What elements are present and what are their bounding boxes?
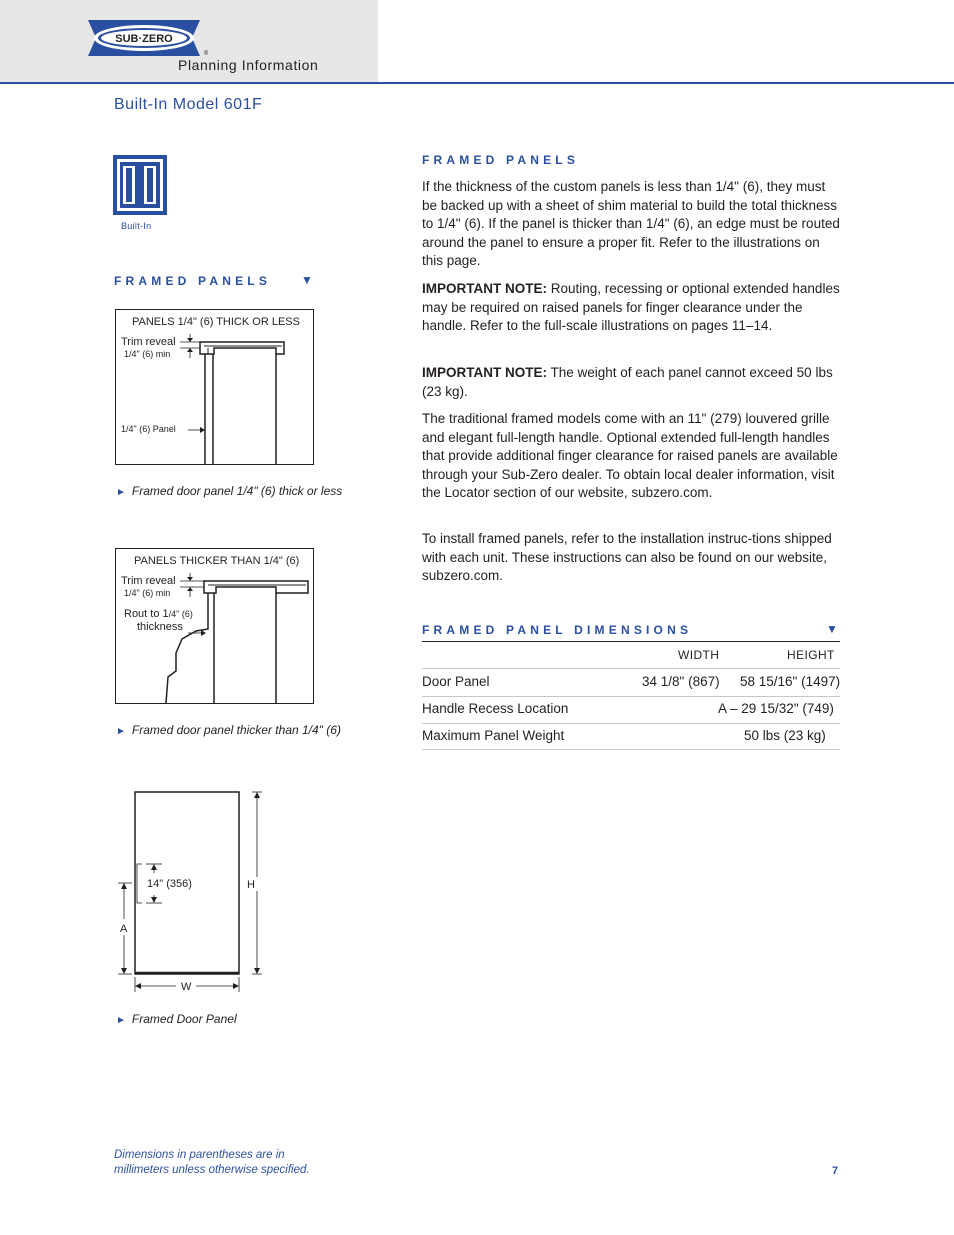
diagram2-trim-min: 1/4" (6) min <box>124 588 171 598</box>
page-number: 7 <box>832 1165 839 1177</box>
paragraph-handles: The traditional framed models come with an 11" (279) louvered grille and elegant full-length handle. Optional extended full-length handles that provide additional finger clearance for raised panels are available through your Sub-Zero dealer. To obtain local dealer information, visit the Locator section of our website, subzero.com. <box>422 411 838 501</box>
row-height-value: A – 29 15/32" (749) <box>718 701 834 716</box>
row-label: Door Panel <box>422 674 490 689</box>
sub-zero-logo <box>82 18 212 58</box>
paragraph-important-note-2: IMPORTANT NOTE: The weight of each panel cannot exceed 50 lbs (23 kg). <box>422 365 833 399</box>
diagram-door-dimensions <box>110 785 270 1000</box>
paragraph-install: To install framed panels, refer to the installation instruc-tions shipped with each unit. These instructions can also be found on our website, subzero.com. <box>422 531 832 584</box>
built-in-icon <box>113 155 167 215</box>
left-section-heading: FRAMED PANELS <box>114 274 272 288</box>
row-label: Handle Recess Location <box>422 701 569 716</box>
paragraph-thickness: If the thickness of the custom panels is less than 1/4" (6), they must be backed up with a sheet of shim material to build the total thickness to 1/4" (6). If the panel is thicker than 1/4" (6), an edge must be routed around the panel to ensure a proper fit. Refer to the illustrations on this page. <box>422 179 840 269</box>
registered-mark: ® <box>203 51 209 57</box>
dimensions-heading: FRAMED PANEL DIMENSIONS <box>422 623 693 637</box>
caption-arrow-icon: ► <box>116 487 126 498</box>
right-section-heading: FRAMED PANELS <box>422 153 580 167</box>
collapse-triangle-icon: ▼ <box>301 273 313 287</box>
collapse-triangle-icon: ▼ <box>826 622 838 636</box>
width-label: W <box>181 981 192 993</box>
section-title: Planning Information <box>178 57 319 73</box>
caption-arrow-icon: ► <box>116 726 126 737</box>
caption-arrow-icon: ► <box>116 1015 126 1026</box>
diagram1-panel-label: 1/4" (6) Panel <box>121 424 176 434</box>
diagram1-trim-reveal: Trim reveal <box>121 336 176 348</box>
handle-dimension-label: 14" (356) <box>147 878 192 890</box>
diagram3-caption: ► Framed Door Panel <box>116 1012 237 1026</box>
diagram2-title: PANELS THICKER THAN 1/4" (6) <box>134 555 300 567</box>
diagram2-trim-reveal: Trim reveal <box>121 575 176 587</box>
diagram1-caption: ► Framed door panel 1/4" (6) thick or less <box>116 484 343 498</box>
diagram-thin-drawing <box>116 310 313 464</box>
row-width-value: 34 1/8" (867) <box>642 674 720 689</box>
built-in-label: Built-In <box>121 221 152 231</box>
paragraph-important-note-1: IMPORTANT NOTE: Routing, recessing or optional extended handles may be required on raised panels for finger clearance under the handle. Refer to the full-scale illustrations on pages 11–14. <box>422 281 840 334</box>
page-title: Built-In Model 601F <box>114 96 263 113</box>
diagram-panel-thick <box>115 548 314 704</box>
diagram2-caption: ► Framed door panel thicker than 1/4" (6) <box>116 723 341 737</box>
a-label: A <box>120 923 128 935</box>
footer-note: Dimensions in parentheses are in millimeters unless otherwise specified. <box>114 1149 310 1176</box>
diagram2-rout-thickness: thickness <box>137 621 183 633</box>
row-label: Maximum Panel Weight <box>422 728 565 743</box>
col-header-height: HEIGHT <box>787 648 835 662</box>
logo-text: SUB·ZERO <box>115 33 173 45</box>
diagram1-trim-min: 1/4" (6) min <box>124 349 171 359</box>
diagram1-title: PANELS 1/4" (6) THICK OR LESS <box>132 316 300 328</box>
diagram-panel-thin <box>115 309 314 465</box>
row-height-value: 50 lbs (23 kg) <box>744 728 826 743</box>
row-height-value: 58 15/16" (1497) <box>740 674 841 689</box>
height-label: H <box>247 879 255 891</box>
diagram2-rout-label: Rout to 1/4" (6) <box>124 608 193 620</box>
col-header-width: WIDTH <box>678 648 720 662</box>
header-rule <box>0 82 954 84</box>
